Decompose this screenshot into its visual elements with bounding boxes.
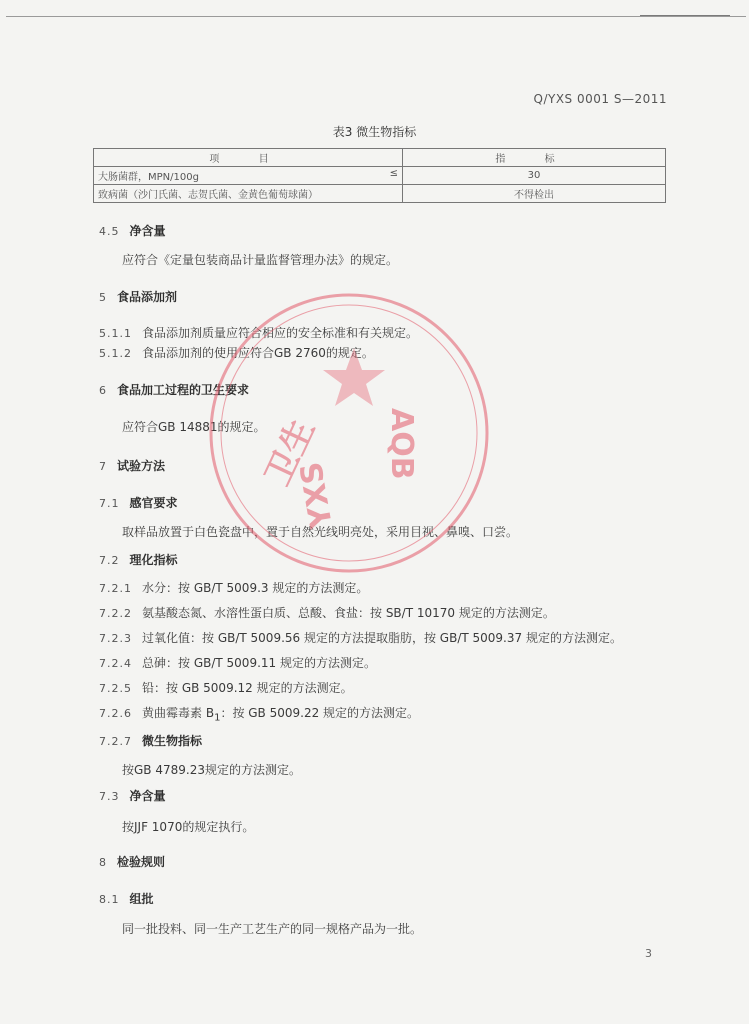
section-7-2-heading: 7.2 理化指标: [99, 553, 178, 567]
svg-text:AQB: AQB: [384, 408, 419, 480]
clause-7-2-1: 7.2.1 水分：按 GB/T 5009.3 规定的方法测定。: [99, 581, 369, 595]
section-7-1-heading: 7.1 感官要求: [99, 496, 178, 510]
clause-5-1-1: 5.1.1 食品添加剂质量应符合相应的安全标准和有关规定。: [99, 326, 419, 340]
table-caption: 表3 微生物指标: [332, 125, 417, 139]
table-row: [94, 185, 666, 203]
header-item: 项 目: [94, 149, 403, 167]
header-rule-accent: [640, 15, 730, 16]
section-8-heading: 8 检验规则: [99, 855, 166, 869]
section-4-5-body: 应符合《定量包装商品计量监督管理办法》的规定。: [122, 253, 399, 267]
section-8-1-body: 同一批投料、同一生产工艺生产的同一规格产品为一批。: [122, 922, 423, 936]
header-index: 指 标: [403, 149, 666, 167]
clause-7-2-3: 7.2.3 过氧化值：按 GB/T 5009.56 规定的方法提取脂肪，按 GB/T 5009.37 规定的方法测定。: [99, 631, 622, 645]
clause-7-2-6: 7.2.6 黄曲霉毒素 $B_1$：按 GB 5009.22 规定的方法测定。: [99, 706, 420, 724]
clause-7-2-7-heading: 7.2.7 微生物指标: [99, 734, 203, 748]
section-4-5-heading: 4.5 净含量: [99, 224, 166, 238]
row-item: 致病菌（沙门氏菌、志贺氏菌、金黄色葡萄球菌）: [94, 185, 403, 203]
clause-7-2-4: 7.2.4 总砷：按 GB/T 5009.11 规定的方法测定。: [99, 656, 376, 670]
document-code: Q/YXS 0001 S—2011: [533, 92, 667, 106]
section-7-1-body: 取样品放置于白色瓷盘中，置于自然光线明亮处，采用目视、鼻嗅、口尝。: [122, 525, 519, 539]
clause-7-2-5: 7.2.5 铅：按 GB 5009.12 规定的方法测定。: [99, 681, 353, 695]
seal-inner-ring: [221, 305, 477, 561]
seal-star-icon: [323, 348, 385, 406]
seal-outer-ring: [211, 295, 487, 571]
table-header-row: [94, 149, 666, 167]
microbial-table: [93, 148, 666, 203]
svg-text:YXS: YXS: [293, 459, 340, 531]
row-value: 不得检出: [403, 185, 666, 203]
clause-7-2-2: 7.2.2 氨基酸态氮、水溶性蛋白质、总酸、食盐：按 SB/T 10170 规定的方法测定。: [99, 606, 555, 620]
row-value: 30: [403, 167, 666, 185]
section-7-heading: 7 试验方法: [99, 459, 166, 473]
section-8-1-heading: 8.1 组批: [99, 892, 154, 906]
section-6-heading: 6 食品加工过程的卫生要求: [99, 383, 250, 397]
section-7-3-body: 按JJF 1070的规定执行。: [122, 820, 255, 834]
le-symbol: ≤: [389, 168, 398, 179]
table-row: [94, 167, 666, 185]
company-seal-stamp: [204, 288, 494, 578]
row-item: 大肠菌群，MPN/100g ≤: [94, 167, 403, 185]
header-rule: [6, 16, 746, 17]
svg-text:卫生: 卫生: [257, 413, 323, 492]
page-number: 3: [645, 947, 652, 960]
section-7-3-heading: 7.3 净含量: [99, 789, 166, 803]
clause-5-1-2: 5.1.2 食品添加剂的使用应符合GB 2760的规定。: [99, 346, 374, 360]
section-6-body: 应符合GB 14881的规定。: [122, 420, 266, 434]
section-5-heading: 5 食品添加剂: [99, 290, 178, 304]
clause-7-2-7-body: 按GB 4789.23规定的方法测定。: [122, 763, 301, 777]
